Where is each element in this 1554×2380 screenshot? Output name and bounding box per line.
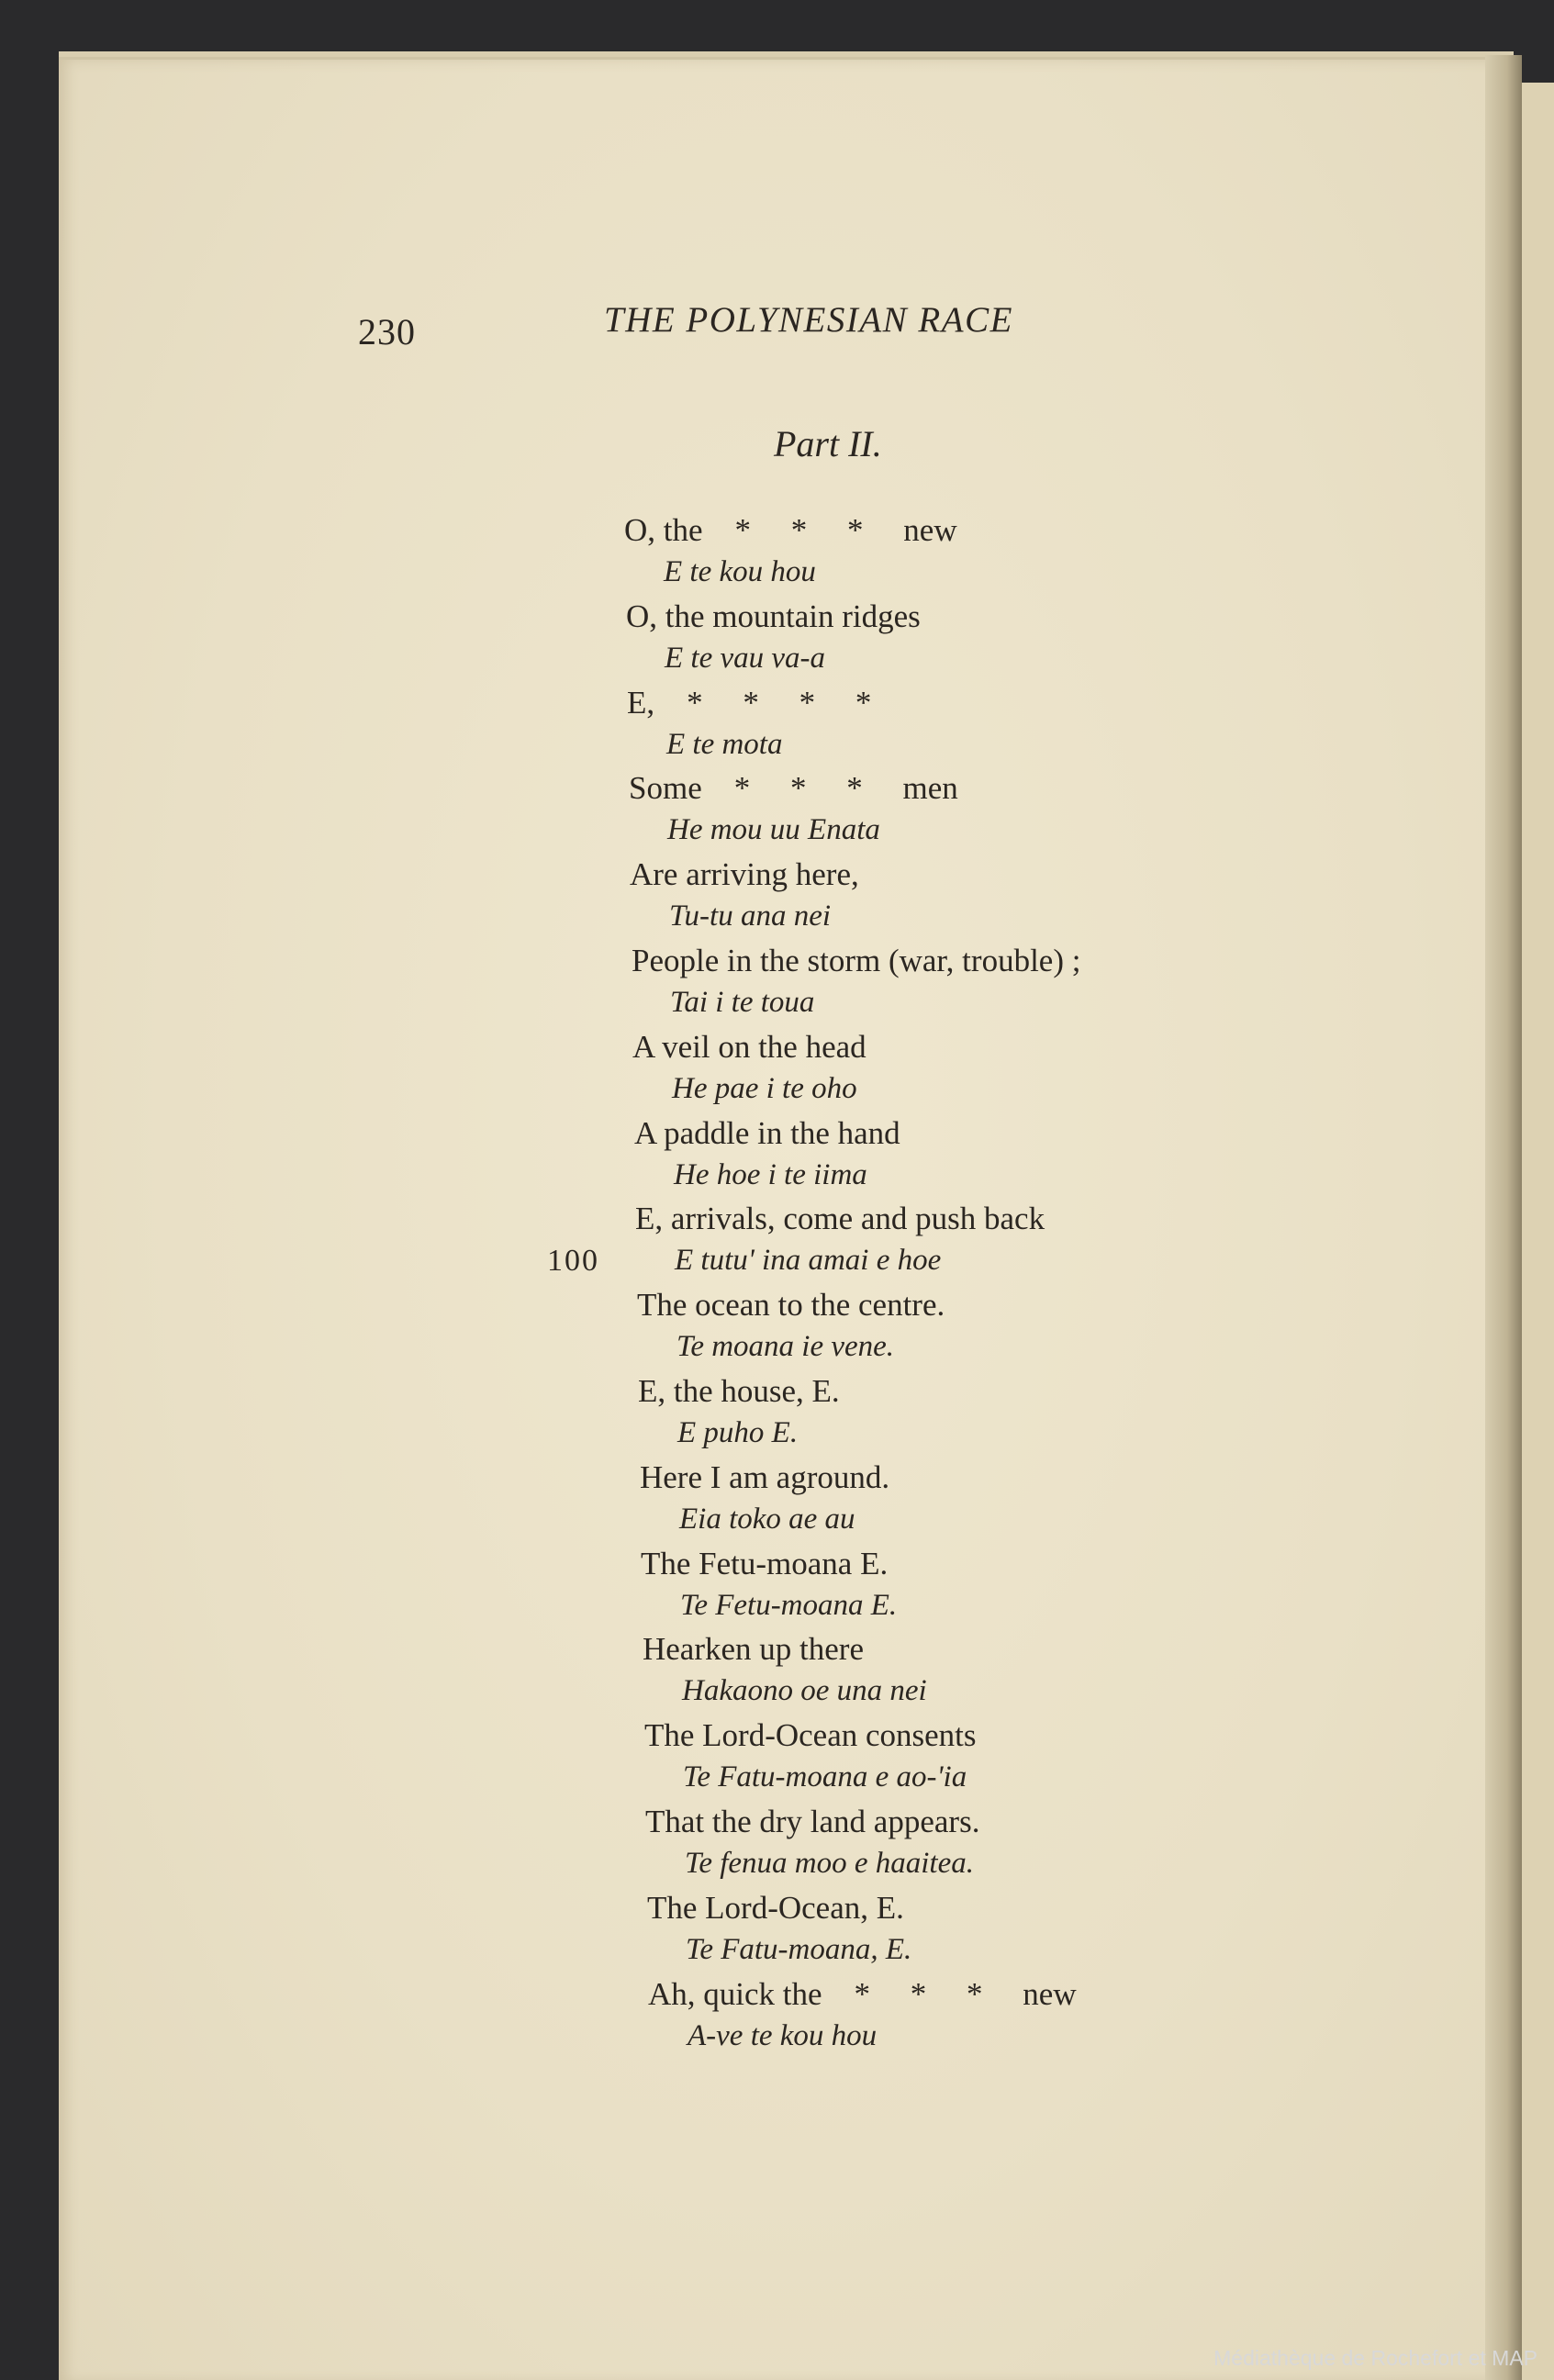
verse-line-english: The Lord-Ocean consents (644, 1717, 977, 1753)
verse-line-english: People in the storm (war, trouble) ; (632, 943, 1081, 978)
verse-line-polynesian: E puho E. (677, 1416, 799, 1449)
verse-line-english: A paddle in the hand (634, 1115, 900, 1151)
verse-line-english: That the dry land appears. (645, 1804, 980, 1839)
verse-line-english: E, * * * * (627, 685, 872, 721)
verse-line-polynesian: Te Fatu-moana, E. (686, 1933, 912, 1966)
verse-line-english: Here I am aground. (640, 1459, 890, 1495)
verse-line-polynesian: E tutu' ina amai e hoe (675, 1244, 942, 1277)
verse-line-english: A veil on the head (632, 1029, 866, 1065)
verse-line-english: E, arrivals, come and push back (635, 1201, 1045, 1236)
verse-line-polynesian: Te Fatu-moana e ao-'ia (683, 1760, 967, 1793)
section-heading: Part II. (774, 423, 882, 464)
verse-line-polynesian: He hoe i te iima (674, 1158, 867, 1191)
verse-line-polynesian: E te mota (666, 728, 783, 761)
verse-line-english: Hearken up there (643, 1631, 864, 1667)
verse-line-english: The Fetu-moana E. (641, 1546, 889, 1581)
margin-line-number: 100 (547, 1244, 599, 1278)
verse-line-english: The ocean to the centre. (637, 1287, 945, 1323)
page-number: 230 (358, 311, 416, 352)
verse-line-english: O, the mountain ridges (626, 598, 921, 634)
verse-line-polynesian: E te kou hou (664, 555, 816, 588)
watermark-credit: Médiathèque de Rochefort et MAP (1213, 2346, 1537, 2370)
verse-line-polynesian: Hakaono oe una nei (682, 1674, 927, 1707)
verse-line-polynesian: Te fenua moo e haaitea. (685, 1847, 974, 1880)
verse-line-english: Are arriving here, (630, 856, 859, 892)
verse-line-english: The Lord-Ocean, E. (647, 1890, 904, 1926)
verse-line-polynesian: E te vau va-a (665, 642, 826, 675)
verse-line-english: O, the * * * new (624, 512, 957, 548)
verse-line-polynesian: He pae i te oho (672, 1072, 857, 1105)
verse-line-polynesian: Tu-tu ana nei (669, 899, 832, 933)
verse-line-english: Ah, quick the * * * new (648, 1976, 1077, 2012)
verse-line-english: E, the house, E. (638, 1373, 840, 1409)
verse-line-polynesian: A-ve te kou hou (688, 2019, 878, 2052)
verse-line-polynesian: Te moana ie vene. (676, 1330, 895, 1363)
verse-line-english: Some * * * men (629, 770, 958, 806)
running-title: THE POLYNESIAN RACE (604, 300, 1013, 340)
verse-line-polynesian: Tai i te toua (670, 986, 815, 1019)
verse-line-polynesian: Eia toko ae au (679, 1503, 855, 1536)
verse-line-polynesian: Te Fetu-moana E. (680, 1589, 898, 1622)
verse-line-polynesian: He mou uu Enata (667, 813, 880, 846)
